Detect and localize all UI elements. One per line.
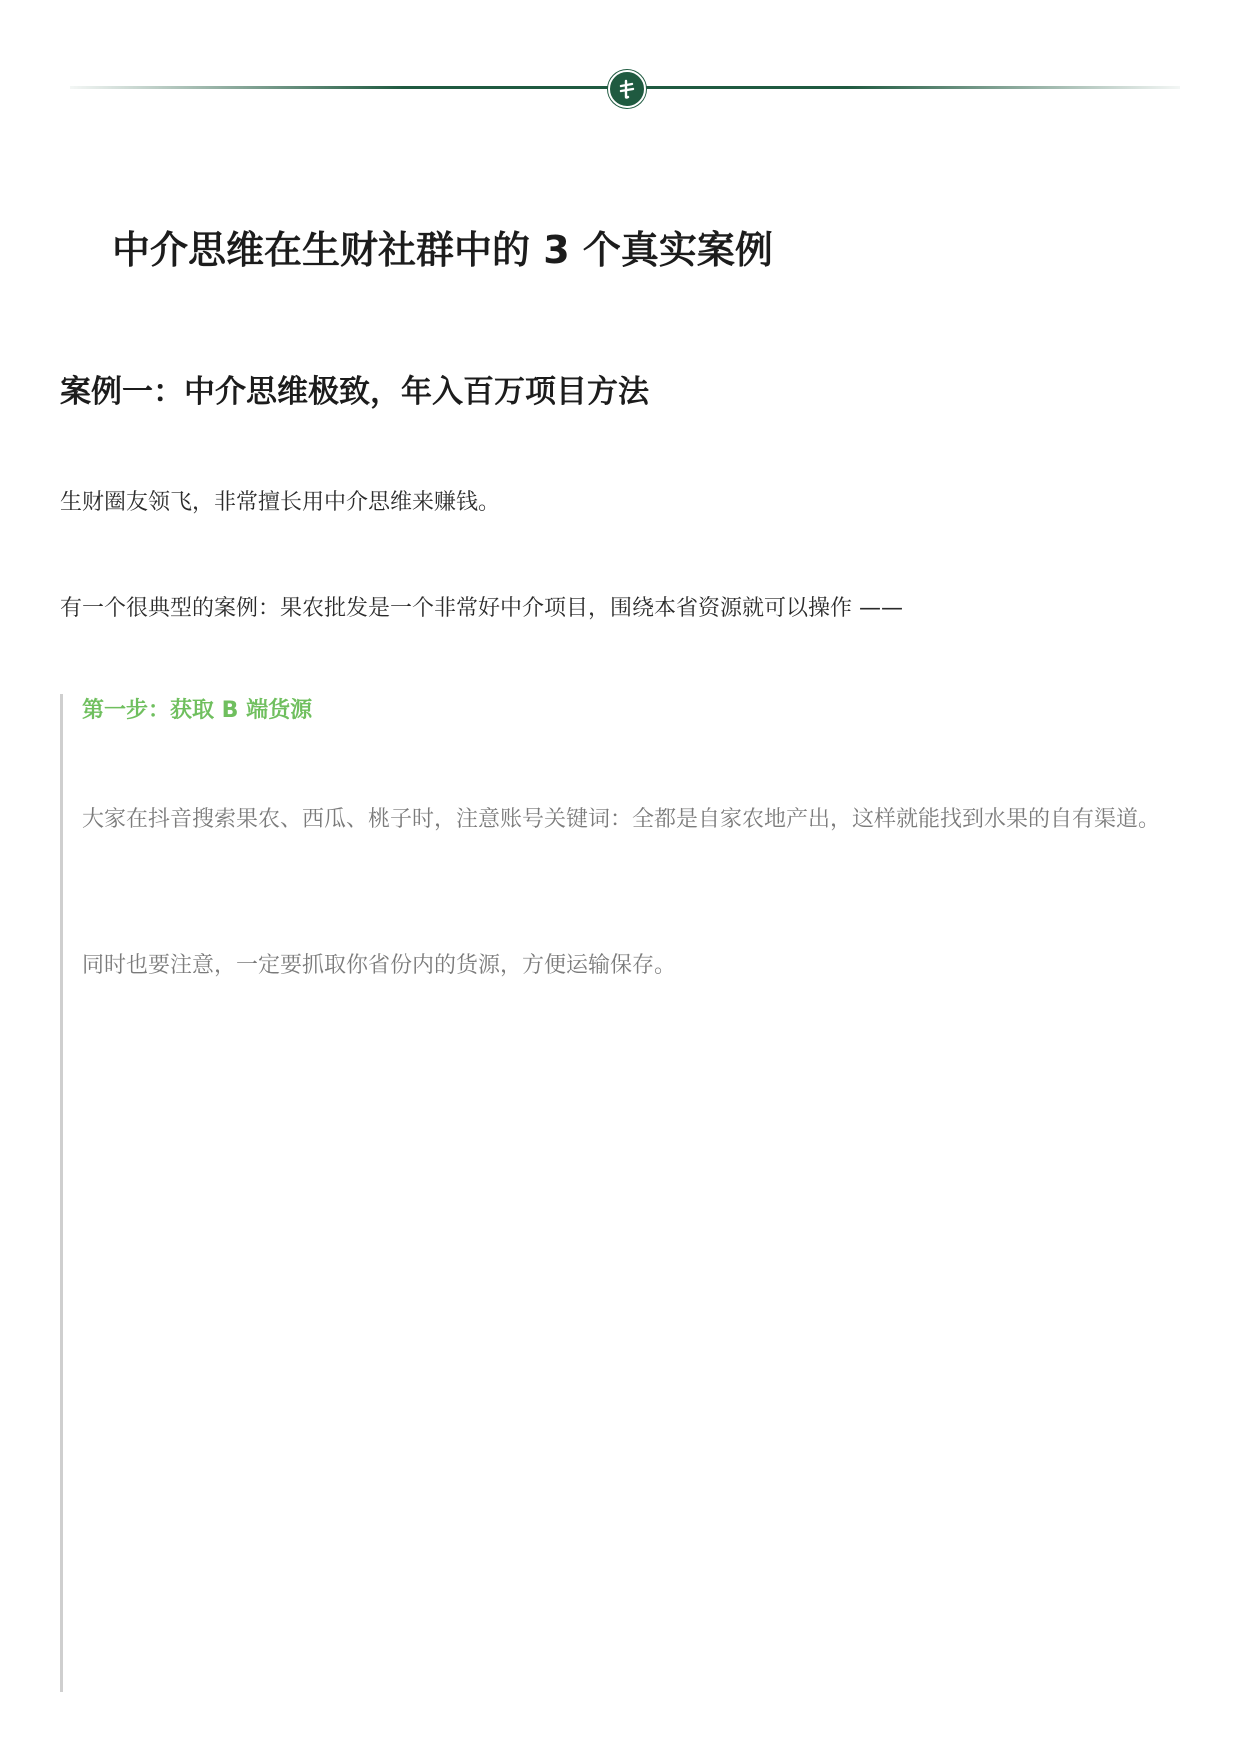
case-paragraph: 有一个很典型的案例：果农批发是一个非常好中介项目，围绕本省资源就可以操作 —— — [60, 596, 903, 621]
intro-paragraph: 生财圈友领飞，非常擅长用中介思维来赚钱。 — [60, 490, 501, 515]
step-title: 第一步：获取 B 端货源 — [82, 698, 313, 723]
quote-paragraph: 大家在抖音搜索果农、西瓜、桃子时，注意账号关键词：全都是自家农地产出，这样就能找到水果的自有渠道。 — [82, 807, 1161, 832]
blockquote-bar — [60, 694, 63, 1692]
quote-paragraph: 同时也要注意，一定要抓取你省份内的货源，方便运输保存。 — [82, 953, 677, 978]
page-title: 中介思维在生财社群中的 3 个真实案例 — [112, 228, 773, 272]
seedling-icon — [608, 70, 646, 108]
case-heading: 案例一：中介思维极致，年入百万项目方法 — [60, 374, 649, 410]
